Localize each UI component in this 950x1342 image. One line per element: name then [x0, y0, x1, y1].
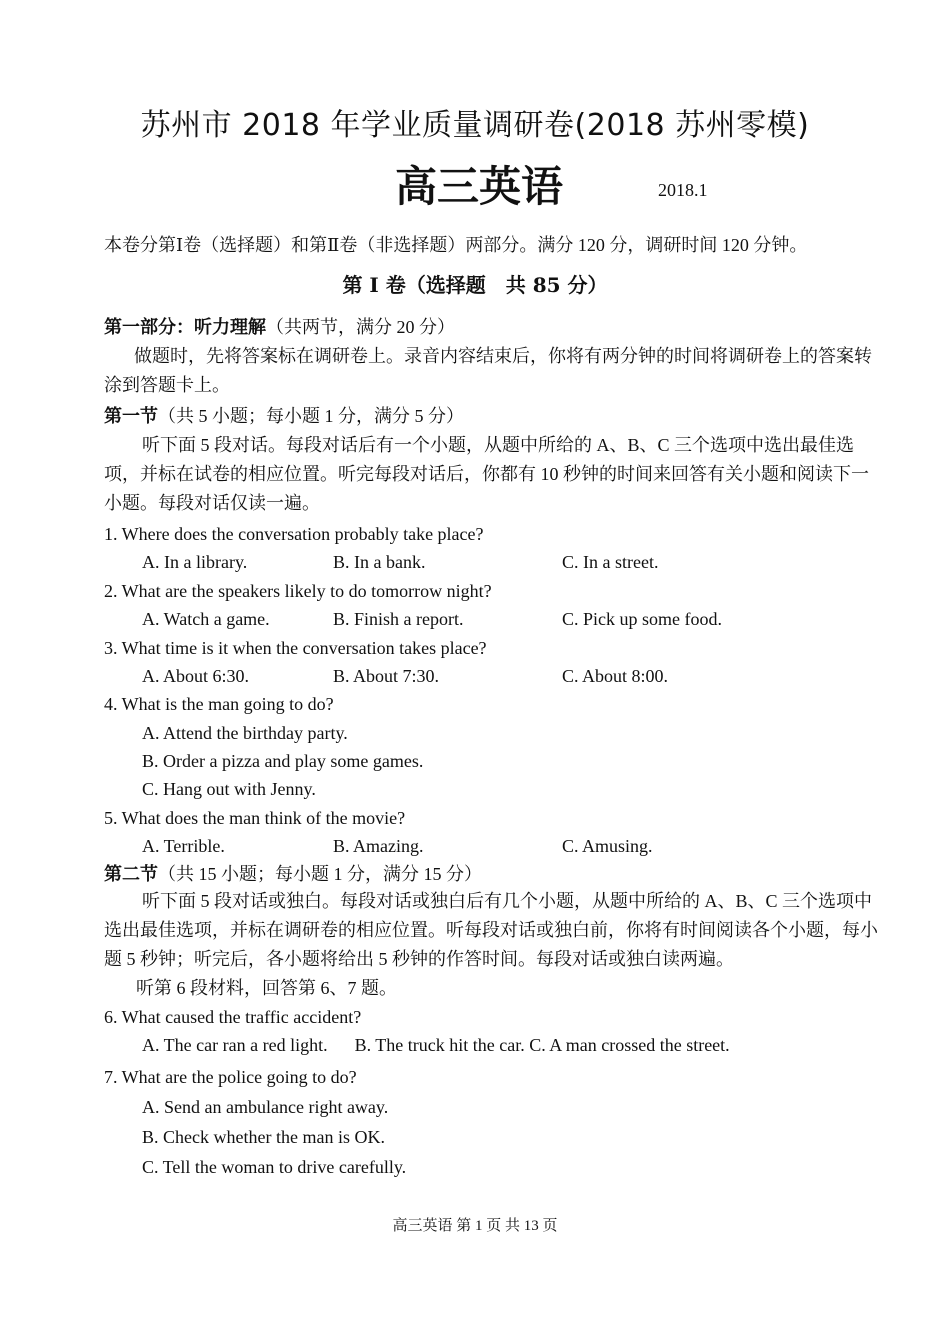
part1-heading-note: （共两节，满分 20 分）: [266, 317, 455, 337]
volume-title: 第 I 卷（选择题 共 85 分）: [342, 273, 608, 297]
section2-heading: 第二节: [104, 864, 158, 885]
question-4-option-a: A. Attend the birthday party.: [142, 723, 348, 743]
question-2-option-b: B. Finish a report.: [333, 609, 464, 629]
exam-title: 苏州市 2018 年学业质量调研卷(2018 苏州零模): [140, 108, 810, 143]
question-4-stem: 4. What is the man going to do?: [104, 694, 334, 714]
section1-instruction: 听下面 5 段对话。每段对话后有一个小题，从题中所给的 A、B、C 三个选项中选出最佳选项，并标在试卷的相应位置。听完每段对话后，你都有 10 秒钟的时间来回答有关小题和阅读下一小题。每段对话仅读一遍。: [104, 435, 869, 513]
question-1-option-b: B. In a bank.: [333, 552, 426, 572]
question-3-stem: 3. What time is it when the conversation takes place?: [104, 638, 487, 658]
page-footer: 高三英语 第 1 页 共 13 页: [392, 1218, 558, 1234]
question-3-option-b: B. About 7:30.: [333, 666, 440, 686]
section2-heading-note: （共 15 小题；每小题 1 分，满分 15 分）: [158, 864, 482, 884]
question-7-option-b: B. Check whether the man is OK.: [142, 1127, 385, 1147]
question-5-option-a: A. Terrible.: [142, 836, 225, 856]
material-note: 听第 6 段材料，回答第 6、7 题。: [136, 978, 397, 998]
question-5-option-c: C. Amusing.: [562, 836, 653, 856]
question-2-stem: 2. What are the speakers likely to do tomorrow night?: [104, 581, 492, 601]
part1-heading-line: [104, 313, 455, 342]
section1-heading-line: [104, 402, 464, 431]
question-7-option-a: A. Send an ambulance right away.: [142, 1097, 389, 1117]
question-7-option-c: C. Tell the woman to drive carefully.: [142, 1157, 407, 1177]
question-3-option-c: C. About 8:00.: [562, 666, 669, 686]
paper-note: 本卷分第Ⅰ卷（选择题）和第Ⅱ卷（非选择题）两部分。满分 120 分，调研时间 120 分钟。: [104, 235, 808, 255]
section1-heading-note: （共 5 小题；每小题 1 分，满分 5 分）: [158, 406, 464, 426]
question-3-option-a: A. About 6:30.: [142, 666, 250, 686]
question-1-stem: 1. Where does the conversation probably take place?: [104, 524, 484, 544]
part1-instruction: 做题时，先将答案标在调研卷上。录音内容结束后，你将有两分钟的时间将调研卷上的答案转涂到答题卡上。: [104, 346, 872, 395]
section2-instruction: 听下面 5 段对话或独白。每段对话或独白后有几个小题，从题中所给的 A、B、C 三个选项中选出最佳选项，并标在调研卷的相应位置。听每段对话或独白前，你将有时间阅读各个小题，每小题 5 秒钟；听完后，各小题将给出 5 秒钟的作答时间。每段对话或独白读两遍。: [104, 891, 878, 969]
section2-heading-line: [104, 860, 482, 889]
section1-heading: 第一节: [104, 406, 158, 427]
question-4-option-c: C. Hang out with Jenny.: [142, 779, 316, 799]
question-2-option-c: C. Pick up some food.: [562, 609, 722, 629]
question-5-stem: 5. What does the man think of the movie?: [104, 808, 406, 828]
part1-heading: 第一部分：听力理解: [104, 317, 266, 338]
question-7-stem: 7. What are the police going to do?: [104, 1067, 357, 1087]
exam-date: 2018.1: [658, 180, 708, 200]
question-4-option-b: B. Order a pizza and play some games.: [142, 751, 424, 771]
question-1-option-c: C. In a street.: [562, 552, 659, 572]
question-6-options: A. The car ran a red light. B. The truck hit the car. C. A man crossed the street.: [142, 1035, 730, 1055]
question-2-option-a: A. Watch a game.: [142, 609, 270, 629]
question-5-option-b: B. Amazing.: [333, 836, 424, 856]
question-1-option-a: A. In a library.: [142, 552, 248, 572]
question-6-stem: 6. What caused the traffic accident?: [104, 1007, 362, 1027]
subject-title: 高三英语: [395, 162, 564, 211]
